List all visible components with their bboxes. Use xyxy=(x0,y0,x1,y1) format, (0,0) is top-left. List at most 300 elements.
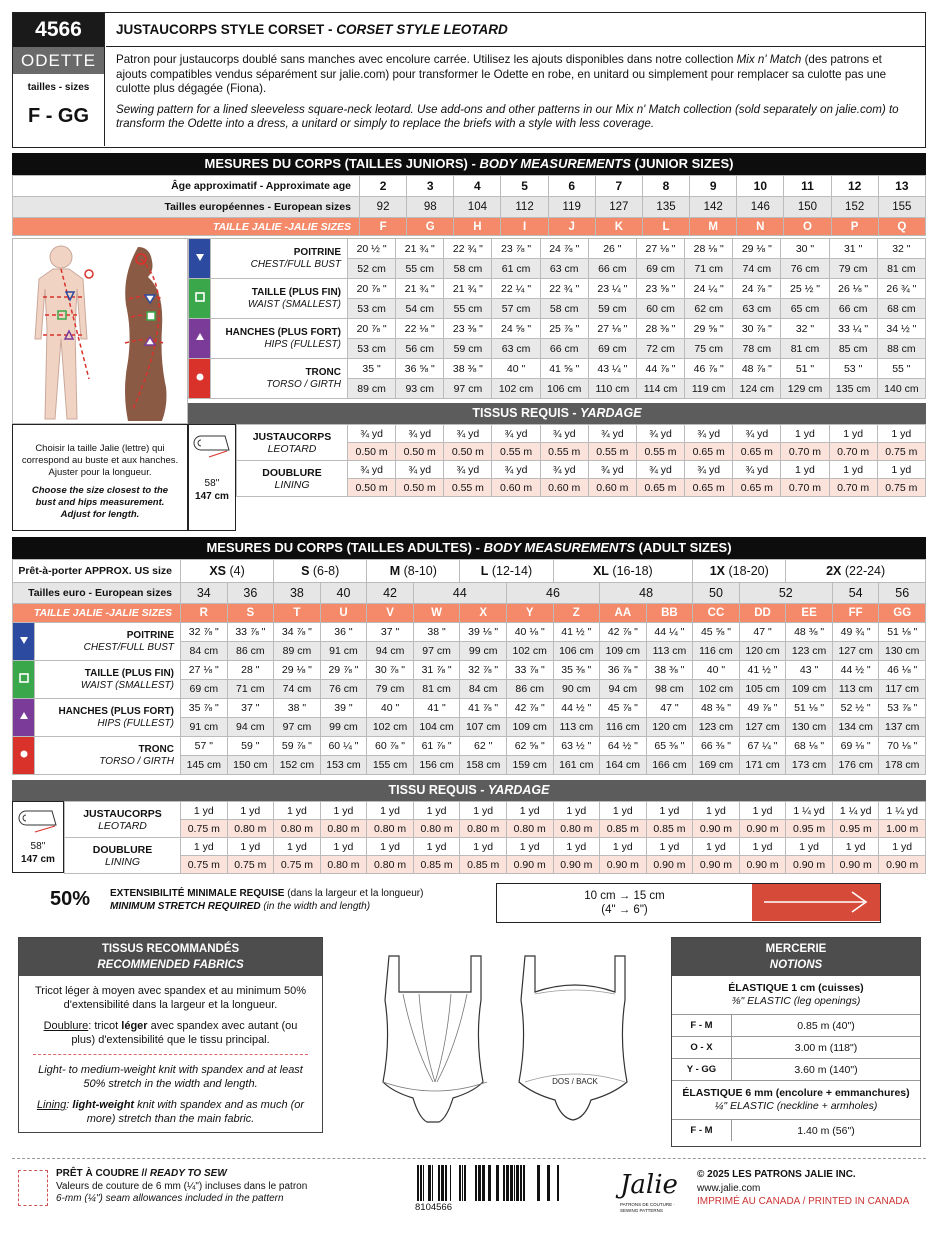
metre-cell: 0.75 m xyxy=(877,443,925,461)
yard-cell: ¾ yd xyxy=(540,461,588,479)
metre-cell: 0.80 m xyxy=(227,820,274,838)
yard-cell: 1 yd xyxy=(181,838,228,856)
desc-fr-part2: (des patrons et ajouts compatibles vendus séparément sur jalie.com) pour transformer le Odette en robe, en unitard ou simplement pour remplacer sa culotte pas une culotte plus dégagée (Fiona). xyxy=(116,53,887,95)
inch-cell: 51 ⅛ " xyxy=(879,623,926,642)
yard-cell: 1 yd xyxy=(781,425,829,443)
elastic-1-fr: ÉLASTIQUE 1 cm (cuisses) xyxy=(728,982,864,994)
lining-label-fr: Doublure xyxy=(43,1020,89,1032)
inch-cell: 27 ⅛ " xyxy=(181,661,228,680)
notions-box xyxy=(671,937,921,1147)
metre-cell: 0.80 m xyxy=(553,820,600,838)
age-cell: 9 xyxy=(690,176,737,197)
jalie-size-cell: M xyxy=(690,218,737,236)
inch-cell: 20 ½ " xyxy=(348,239,396,259)
cm-cell: 61 cm xyxy=(492,259,540,279)
measurement-label-en: WAIST (SMALLEST) xyxy=(247,298,341,310)
junior-size-header-table xyxy=(12,175,926,236)
footer-divider xyxy=(12,1158,926,1159)
yard-cell: 1 yd xyxy=(739,802,786,820)
lining-en-c: knit with spandex and as much (or more) stretch than the main fabric. xyxy=(86,1099,305,1125)
yard-cell: ¾ yd xyxy=(396,425,444,443)
metre-cell: 0.90 m xyxy=(879,856,926,874)
cm-cell: 123 cm xyxy=(786,642,833,661)
inch-cell: 27 ⅛ " xyxy=(636,239,684,259)
euro-size-cell: 146 xyxy=(737,197,784,218)
euro-size-cell: 50 xyxy=(693,583,740,604)
jalie-size-cell: U xyxy=(320,604,367,623)
metre-cell: 0.60 m xyxy=(588,479,636,497)
inch-cell: 48 ⅞ " xyxy=(733,359,781,379)
cm-cell: 79 cm xyxy=(829,259,877,279)
jalie-size-cell: S xyxy=(227,604,274,623)
junior-fabric-width xyxy=(188,424,236,531)
cm-cell: 158 cm xyxy=(460,756,507,775)
lining-fr-a: : tricot xyxy=(88,1020,122,1032)
cm-cell: 60 cm xyxy=(636,299,684,319)
inch-cell: 41 ½ " xyxy=(553,623,600,642)
us-size-cell xyxy=(181,560,274,583)
inch-cell: 46 ⅞ " xyxy=(685,359,733,379)
inch-cell: 31 " xyxy=(829,239,877,259)
euro-size-cell: 54 xyxy=(832,583,879,604)
metre-cell: 0.55 m xyxy=(540,443,588,461)
us-size-number: (6-8) xyxy=(309,564,340,578)
yard-cell: 1 yd xyxy=(781,461,829,479)
adult-euro-row xyxy=(13,583,926,604)
measurement-row-inch xyxy=(189,239,926,259)
cm-cell: 88 cm xyxy=(877,339,925,359)
yard-cell: 1 ¼ yd xyxy=(786,802,833,820)
euro-size-cell: 36 xyxy=(227,583,274,604)
yard-cell: 1 yd xyxy=(646,838,693,856)
metre-cell: 0.50 m xyxy=(396,443,444,461)
cm-cell: 89 cm xyxy=(348,379,396,399)
metre-cell: 0.65 m xyxy=(733,479,781,497)
us-size-letter: S xyxy=(301,564,310,578)
cm-cell: 113 cm xyxy=(646,642,693,661)
inch-cell: 25 ⅞ " xyxy=(540,319,588,339)
yard-cell: ¾ yd xyxy=(685,425,733,443)
measurement-row-inch xyxy=(13,661,926,680)
metre-cell: 0.90 m xyxy=(739,820,786,838)
inch-cell: 53 ⅞ " xyxy=(879,699,926,718)
title-fr: JUSTAUCORPS STYLE CORSET - xyxy=(116,22,337,37)
euro-size-cell: 135 xyxy=(642,197,689,218)
inch-cell: 30 " xyxy=(781,239,829,259)
metre-cell: 0.50 m xyxy=(348,443,396,461)
metre-cell: 0.70 m xyxy=(781,443,829,461)
notion-amount: 0.85 m (40") xyxy=(797,1020,855,1032)
inch-cell: 48 ⅜ " xyxy=(786,623,833,642)
inch-cell: 33 ⅞ " xyxy=(506,661,553,680)
yardage-label-fr: DOUBLURE xyxy=(262,466,322,479)
inch-cell: 40 " xyxy=(492,359,540,379)
inch-cell: 38 " xyxy=(274,699,321,718)
inch-cell: 37 " xyxy=(227,699,274,718)
us-size-number: (8-10) xyxy=(400,564,437,578)
metre-cell: 0.70 m xyxy=(829,443,877,461)
cm-cell: 120 cm xyxy=(646,718,693,737)
euro-size-cell: 155 xyxy=(878,197,925,218)
seam-fr: Valeurs de couture de 6 mm (¼") incluses dans le patron xyxy=(56,1180,308,1192)
inch-cell: 23 ⅞ " xyxy=(492,239,540,259)
metre-cell: 0.80 m xyxy=(367,820,414,838)
inch-cell: 28 ⅜ " xyxy=(636,319,684,339)
cm-cell: 81 cm xyxy=(877,259,925,279)
inch-cell: 51 ⅛ " xyxy=(786,699,833,718)
adult-width-cm: 147 cm xyxy=(21,854,55,865)
inch-cell: 29 ⅛ " xyxy=(274,661,321,680)
yardage-row-yd xyxy=(237,425,926,443)
notions-header-fr: MERCERIE xyxy=(765,943,827,955)
stretch-gauge-inch: (4" → 6") xyxy=(601,904,648,916)
inch-cell: 28 " xyxy=(227,661,274,680)
elastic-2-rows xyxy=(672,1119,920,1141)
inch-cell: 43 " xyxy=(786,661,833,680)
inch-cell: 41 ½ " xyxy=(739,661,786,680)
yard-cell: 1 yd xyxy=(227,838,274,856)
stretch-gauge xyxy=(496,883,881,923)
inch-cell: 53 " xyxy=(829,359,877,379)
us-size-letter: M xyxy=(389,564,401,578)
cm-cell: 107 cm xyxy=(460,718,507,737)
inch-cell: 44 ⅞ " xyxy=(636,359,684,379)
inch-cell: 30 ⅞ " xyxy=(367,661,414,680)
cm-cell: 129 cm xyxy=(781,379,829,399)
metre-cell: 0.65 m xyxy=(685,479,733,497)
yard-cell: ¾ yd xyxy=(396,461,444,479)
inch-cell: 34 ½ " xyxy=(877,319,925,339)
yard-cell: 1 yd xyxy=(786,838,833,856)
euro-size-cell: 150 xyxy=(784,197,831,218)
euro-size-cell: 44 xyxy=(413,583,506,604)
inch-cell: 49 ⅞ " xyxy=(739,699,786,718)
stretch-fr-bold: EXTENSIBILITÉ MINIMALE REQUISE xyxy=(110,888,285,899)
inch-cell: 42 ⅞ " xyxy=(506,699,553,718)
us-size-cell xyxy=(460,560,553,583)
cm-cell: 94 cm xyxy=(367,642,414,661)
jalie-size-cell: P xyxy=(831,218,878,236)
metre-cell: 0.55 m xyxy=(492,443,540,461)
measurement-label-en: HIPS (FULLEST) xyxy=(264,338,341,350)
measurement-label xyxy=(211,279,348,319)
measurement-label-en: CHEST/FULL BUST xyxy=(250,258,341,270)
inch-cell: 55 " xyxy=(877,359,925,379)
notion-size: O - X xyxy=(672,1037,732,1058)
jalie-size-cell: I xyxy=(501,218,548,236)
metre-cell: 0.50 m xyxy=(444,443,492,461)
metre-cell: 0.80 m xyxy=(274,820,321,838)
euro-size-cell: 56 xyxy=(879,583,926,604)
inch-cell: 43 ¼ " xyxy=(588,359,636,379)
pattern-name: ODETTE xyxy=(13,47,104,74)
yardage-label-fr: JUSTAUCORPS xyxy=(83,807,162,820)
yard-cell: 1 yd xyxy=(320,838,367,856)
cm-cell: 104 cm xyxy=(413,718,460,737)
lining-en-a: : xyxy=(66,1099,73,1111)
yard-cell: ¾ yd xyxy=(492,461,540,479)
pattern-info xyxy=(106,13,925,146)
yard-cell: 1 yd xyxy=(879,838,926,856)
age-cell: 3 xyxy=(407,176,454,197)
cm-cell: 152 cm xyxy=(274,756,321,775)
junior-width-cm: 147 cm xyxy=(195,491,229,502)
measurement-label xyxy=(35,699,181,737)
metre-cell: 0.90 m xyxy=(646,856,693,874)
cm-cell: 84 cm xyxy=(181,642,228,661)
euro-size-cell: 119 xyxy=(548,197,595,218)
measurement-label-fr: TRONC xyxy=(305,366,341,378)
yard-cell: 1 yd xyxy=(877,425,925,443)
cm-cell: 84 cm xyxy=(460,680,507,699)
cm-cell: 164 cm xyxy=(600,756,647,775)
description-fr xyxy=(116,53,915,97)
stretch-gauge-text xyxy=(497,889,752,917)
cm-cell: 106 cm xyxy=(540,379,588,399)
us-size-letter: L xyxy=(480,564,489,578)
yard-cell: 1 yd xyxy=(600,838,647,856)
yard-cell: ¾ yd xyxy=(636,461,684,479)
cm-cell: 62 cm xyxy=(685,299,733,319)
size-note-en: Choose the size closest to the bust and hips measurement. Adjust for length. xyxy=(31,485,169,520)
metre-cell: 0.90 m xyxy=(600,856,647,874)
cm-cell: 55 cm xyxy=(444,299,492,319)
metre-cell: 0.75 m xyxy=(181,820,228,838)
notion-row xyxy=(672,1058,920,1080)
cm-cell: 55 cm xyxy=(396,259,444,279)
inch-cell: 60 ⅞ " xyxy=(367,737,414,756)
circle-icon xyxy=(189,359,211,399)
stretch-percent: 50% xyxy=(50,888,91,910)
euro-size-cell: 40 xyxy=(320,583,367,604)
yardage-label-en: LEOTARD xyxy=(267,442,317,455)
ready-en: READY TO SEW xyxy=(149,1168,227,1179)
junior-jalie-row xyxy=(13,218,926,236)
junior-yardage-title-en: YARDAGE xyxy=(580,406,642,420)
cm-cell: 106 cm xyxy=(553,642,600,661)
euro-size-cell: 48 xyxy=(600,583,693,604)
logo-text: Jalie xyxy=(620,1170,678,1200)
euro-label: Tailles euro - European sizes xyxy=(13,583,181,604)
yardage-label xyxy=(237,425,348,461)
cm-cell: 169 cm xyxy=(693,756,740,775)
metre-cell: 1.00 m xyxy=(879,820,926,838)
yard-cell: 1 yd xyxy=(227,802,274,820)
age-cell: 2 xyxy=(360,176,407,197)
jalie-size-cell: Y xyxy=(506,604,553,623)
stretch-text-fr xyxy=(110,887,423,900)
cm-cell: 166 cm xyxy=(646,756,693,775)
yard-cell: ¾ yd xyxy=(685,461,733,479)
ready-fr: PRÊT À COUDRE // xyxy=(56,1168,150,1179)
age-cell: 10 xyxy=(737,176,784,197)
seam-en: 6-mm (¼") seam allowances included in the pattern xyxy=(56,1193,284,1204)
lining-fr-b: léger xyxy=(121,1020,148,1032)
cm-cell: 137 cm xyxy=(879,718,926,737)
yard-cell: ¾ yd xyxy=(588,461,636,479)
back-label: DOS / BACK xyxy=(552,1077,598,1086)
inch-cell: 21 ¾ " xyxy=(396,279,444,299)
metre-cell: 0.70 m xyxy=(781,479,829,497)
yard-cell: 1 yd xyxy=(413,838,460,856)
stretch-en-rest: (in the width and length) xyxy=(260,901,371,912)
adult-width-text xyxy=(13,840,63,866)
us-size-cell xyxy=(693,560,786,583)
adult-us-size-row xyxy=(13,560,926,583)
junior-width-inch: 58'' xyxy=(204,478,220,489)
cm-cell: 69 cm xyxy=(588,339,636,359)
cm-cell: 94 cm xyxy=(227,718,274,737)
cm-cell: 66 cm xyxy=(540,339,588,359)
desc-fr-collection: Mix n' Match xyxy=(736,53,802,66)
cm-cell: 94 cm xyxy=(600,680,647,699)
age-cell: 11 xyxy=(784,176,831,197)
measurement-label-fr: POITRINE xyxy=(293,246,341,258)
adult-title-fr: MESURES DU CORPS (TAILLES ADULTES) - xyxy=(206,540,484,555)
cm-cell: 65 cm xyxy=(781,299,829,319)
euro-size-cell: 92 xyxy=(360,197,407,218)
inch-cell: 32 ⅞ " xyxy=(460,661,507,680)
stretch-fr-rest: (dans la largeur et la longueur) xyxy=(284,888,424,899)
inch-cell: 22 ¾ " xyxy=(540,279,588,299)
measurement-label-fr: TAILLE (PLUS FIN) xyxy=(84,667,174,679)
inch-cell: 57 " xyxy=(181,737,228,756)
yard-cell: 1 ¼ yd xyxy=(879,802,926,820)
yard-cell: ¾ yd xyxy=(540,425,588,443)
cm-cell: 85 cm xyxy=(829,339,877,359)
metre-cell: 0.80 m xyxy=(320,820,367,838)
us-size-number: (16-18) xyxy=(608,564,653,578)
lining-fr-c: avec spandex avec autant (ou plus) d'extensibilité que le tissu principal. xyxy=(71,1020,298,1046)
cm-cell: 63 cm xyxy=(540,259,588,279)
triangle-icon xyxy=(13,623,35,661)
stretch-text-en xyxy=(110,900,423,913)
yard-cell: 1 yd xyxy=(413,802,460,820)
leotard-front-sketch xyxy=(375,950,495,1130)
euro-size-cell: 104 xyxy=(454,197,501,218)
junior-yardage-title-fr: TISSUS REQUIS - xyxy=(472,406,581,420)
website-link[interactable]: www.jalie.com xyxy=(697,1182,761,1194)
metre-cell: 0.90 m xyxy=(786,856,833,874)
junior-measurement-rows xyxy=(188,238,926,399)
yard-cell: ¾ yd xyxy=(733,425,781,443)
age-cell: 7 xyxy=(595,176,642,197)
cm-cell: 53 cm xyxy=(348,299,396,319)
junior-yardage-title xyxy=(188,403,926,424)
measurement-label-fr: POITRINE xyxy=(126,629,174,641)
cm-cell: 127 cm xyxy=(739,718,786,737)
junior-measurements-section xyxy=(12,153,926,236)
metre-cell: 0.65 m xyxy=(685,443,733,461)
adult-yardage-title-en: YARDAGE xyxy=(487,783,550,797)
cm-cell: 173 cm xyxy=(786,756,833,775)
notion-row xyxy=(672,1014,920,1036)
adult-title-end: (ADULT SIZES) xyxy=(635,540,732,555)
metre-cell: 0.55 m xyxy=(588,443,636,461)
cm-cell: 81 cm xyxy=(781,339,829,359)
measurement-label-en: TORSO / GIRTH xyxy=(99,755,174,767)
notions-header xyxy=(672,938,920,976)
jalie-size-cell: W xyxy=(413,604,460,623)
jalie-logo xyxy=(620,1168,690,1218)
inch-cell: 37 " xyxy=(367,623,414,642)
inch-cell: 29 ⅞ " xyxy=(320,661,367,680)
inch-cell: 35 ⅞ " xyxy=(181,699,228,718)
yard-cell: ¾ yd xyxy=(348,461,396,479)
junior-measurement-table xyxy=(188,238,926,399)
yard-cell: ¾ yd xyxy=(444,461,492,479)
metre-cell: 0.80 m xyxy=(320,856,367,874)
cm-cell: 150 cm xyxy=(227,756,274,775)
metre-cell: 0.85 m xyxy=(460,856,507,874)
cm-cell: 93 cm xyxy=(396,379,444,399)
cm-cell: 98 cm xyxy=(646,680,693,699)
jalie-size-cell: GG xyxy=(879,604,926,623)
inch-cell: 60 ¼ " xyxy=(320,737,367,756)
adult-section-title xyxy=(12,537,926,559)
cm-cell: 79 cm xyxy=(367,680,414,699)
cm-cell: 58 cm xyxy=(444,259,492,279)
junior-yardage-table xyxy=(236,424,926,497)
desc-fr-part1: Patron pour justaucorps doublé sans manches avec encolure carrée. Utilisez les ajouts disponibles dans notre collection xyxy=(116,53,737,66)
age-cell: 13 xyxy=(878,176,925,197)
yard-cell: 1 yd xyxy=(739,838,786,856)
jalie-size-cell: BB xyxy=(646,604,693,623)
inch-cell: 21 ¾ " xyxy=(444,279,492,299)
notion-size: F - M xyxy=(672,1120,732,1141)
cm-cell: 102 cm xyxy=(506,642,553,661)
adult-measurements-section xyxy=(12,537,926,775)
metre-cell: 0.75 m xyxy=(227,856,274,874)
inch-cell: 65 ⅜ " xyxy=(646,737,693,756)
cm-cell: 99 cm xyxy=(460,642,507,661)
inch-cell: 24 ⅝ " xyxy=(492,319,540,339)
us-size-letter: 1X xyxy=(709,564,725,578)
measurement-label xyxy=(35,623,181,661)
yard-cell: ¾ yd xyxy=(492,425,540,443)
jalie-size-cell: R xyxy=(181,604,228,623)
inch-cell: 23 ¼ " xyxy=(588,279,636,299)
inch-cell: 52 ½ " xyxy=(832,699,879,718)
inch-cell: 39 ⅛ " xyxy=(460,623,507,642)
junior-width-text xyxy=(189,477,235,503)
cm-cell: 109 cm xyxy=(786,680,833,699)
metre-cell: 0.80 m xyxy=(413,820,460,838)
yard-cell: 1 yd xyxy=(274,802,321,820)
ready-heading xyxy=(56,1168,307,1181)
metre-cell: 0.90 m xyxy=(506,856,553,874)
yardage-label xyxy=(237,461,348,497)
cm-cell: 155 cm xyxy=(367,756,414,775)
measurement-label xyxy=(211,359,348,399)
inch-cell: 34 ⅞ " xyxy=(274,623,321,642)
pattern-header xyxy=(12,12,926,148)
metre-cell: 0.95 m xyxy=(786,820,833,838)
inch-cell: 63 ½ " xyxy=(553,737,600,756)
inch-cell: 24 ⅞ " xyxy=(540,239,588,259)
inch-cell: 40 ⅛ " xyxy=(506,623,553,642)
us-size-letter: XL xyxy=(592,564,609,578)
cm-cell: 161 cm xyxy=(553,756,600,775)
measurement-row-inch xyxy=(13,737,926,756)
yard-cell: 1 yd xyxy=(553,802,600,820)
inch-cell: 49 ¾ " xyxy=(832,623,879,642)
yard-cell: 1 yd xyxy=(274,838,321,856)
yard-cell: 1 yd xyxy=(693,838,740,856)
notion-size: F - M xyxy=(672,1015,732,1036)
elastic-1-rows xyxy=(672,1014,920,1080)
metre-cell: 0.75 m xyxy=(877,479,925,497)
